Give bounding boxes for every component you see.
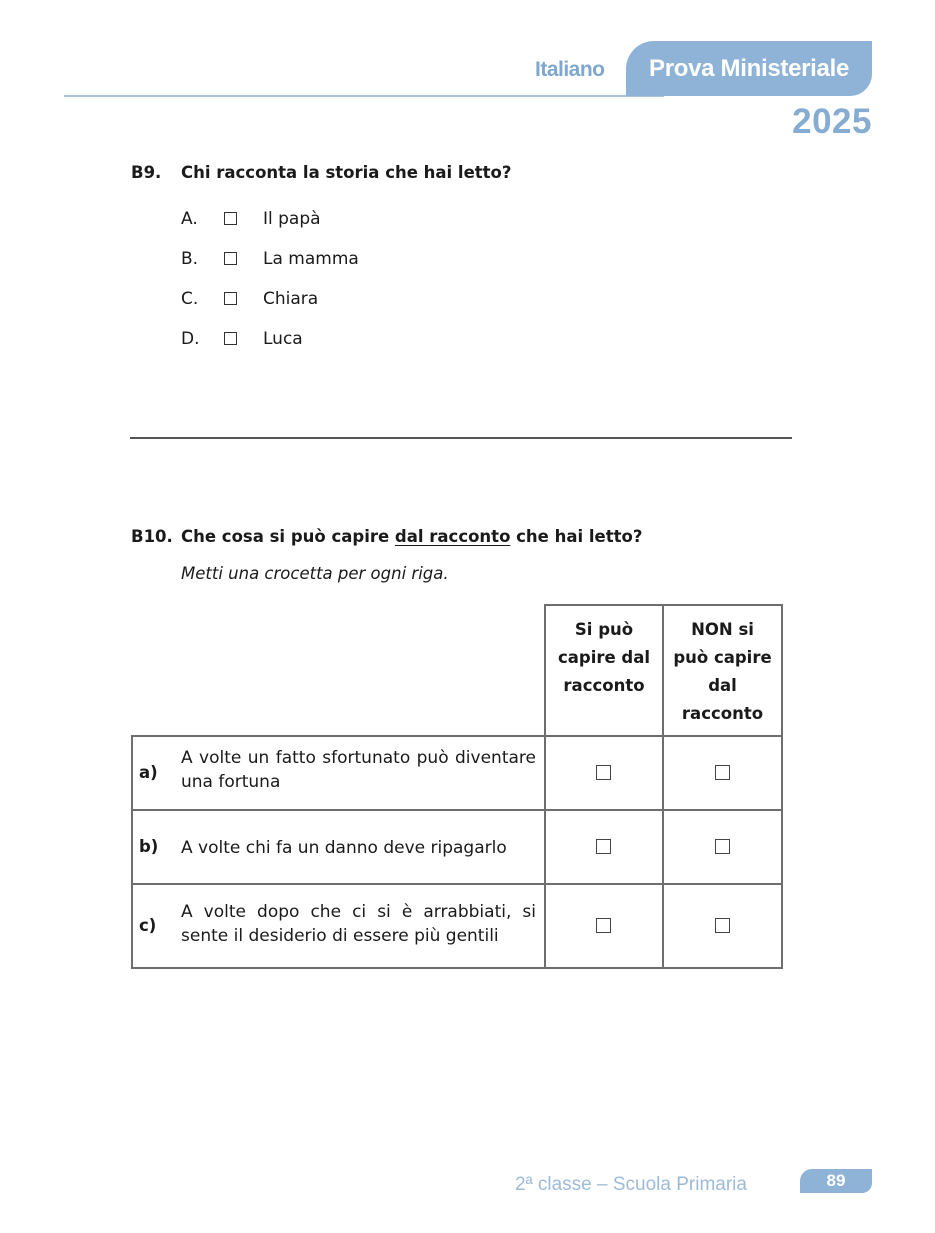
table-line [131,735,133,969]
checkbox-can-c[interactable] [596,918,611,933]
option-letter: D. [181,329,200,349]
subject-label: Italiano [535,58,605,81]
checkbox-cannot-b[interactable] [715,839,730,854]
row-label: b) [139,837,159,856]
q9-option-d[interactable] [181,329,481,351]
table-line [131,883,782,885]
column-header-cannot [664,616,781,728]
header-tab [626,41,872,96]
column-header-line: racconto [563,676,645,695]
table-line [781,604,783,969]
q10-title [131,527,642,546]
checkbox-can-b[interactable] [596,839,611,854]
option-letter: A. [181,209,198,229]
row-statement: A volte un fatto sfortunato può diventare una fortuna [181,748,536,792]
column-header-line: dal [708,676,737,695]
footer-class-label: 2ª classe – Scuola Primaria [515,1174,747,1195]
option-letter: B. [181,249,199,269]
option-letter: C. [181,289,199,309]
column-header-line: capire dal [557,648,651,667]
row-statement: A volte chi fa un danno deve ripagarlo [181,838,507,858]
q9-option-b[interactable] [181,249,481,271]
checkbox-cannot-a[interactable] [715,765,730,780]
row-label: c) [139,916,157,935]
table-line [131,967,782,969]
column-header-line: racconto [681,704,764,723]
checkbox-icon[interactable] [224,332,237,345]
column-header-line: può capire [673,648,772,667]
column-header-line: Si può [574,620,634,639]
page-number-badge [800,1169,872,1193]
q10-instruction: Metti una crocetta per ogni riga. [181,564,449,583]
checkbox-icon[interactable] [224,252,237,265]
q9-option-a[interactable] [181,209,481,231]
option-text: Luca [263,329,303,349]
q10-question-start: Che cosa si può capire [181,527,395,546]
checkbox-can-a[interactable] [596,765,611,780]
q9-question: Chi racconta la storia che hai letto? [181,163,512,182]
checkbox-icon[interactable] [224,292,237,305]
table-line [131,809,782,811]
section-divider [130,437,792,439]
q9-title [131,163,511,182]
column-header-line: NON si [691,620,754,639]
checkbox-cannot-c[interactable] [715,918,730,933]
row-label: a) [139,763,158,782]
checkbox-icon[interactable] [224,212,237,225]
page-number: 89 [826,1171,846,1190]
q10-number: B10. [131,527,173,546]
q10-question-end: che hai letto? [510,527,643,546]
row-statement: A volte dopo che ci si è arrabbiati, si sente il desiderio di essere più gentili [181,902,536,946]
table-line [131,735,782,737]
option-text: Il papà [263,209,321,229]
header-rule [64,95,664,97]
header-year: 2025 [792,102,872,141]
option-text: Chiara [263,289,319,309]
column-header-can [546,616,662,700]
q10-question-underlined: dal racconto [394,527,511,546]
header-tab-label: Prova Ministeriale [648,54,850,82]
q9-number: B9. [131,163,162,182]
option-text: La mamma [263,249,359,269]
q9-option-c[interactable] [181,289,481,311]
